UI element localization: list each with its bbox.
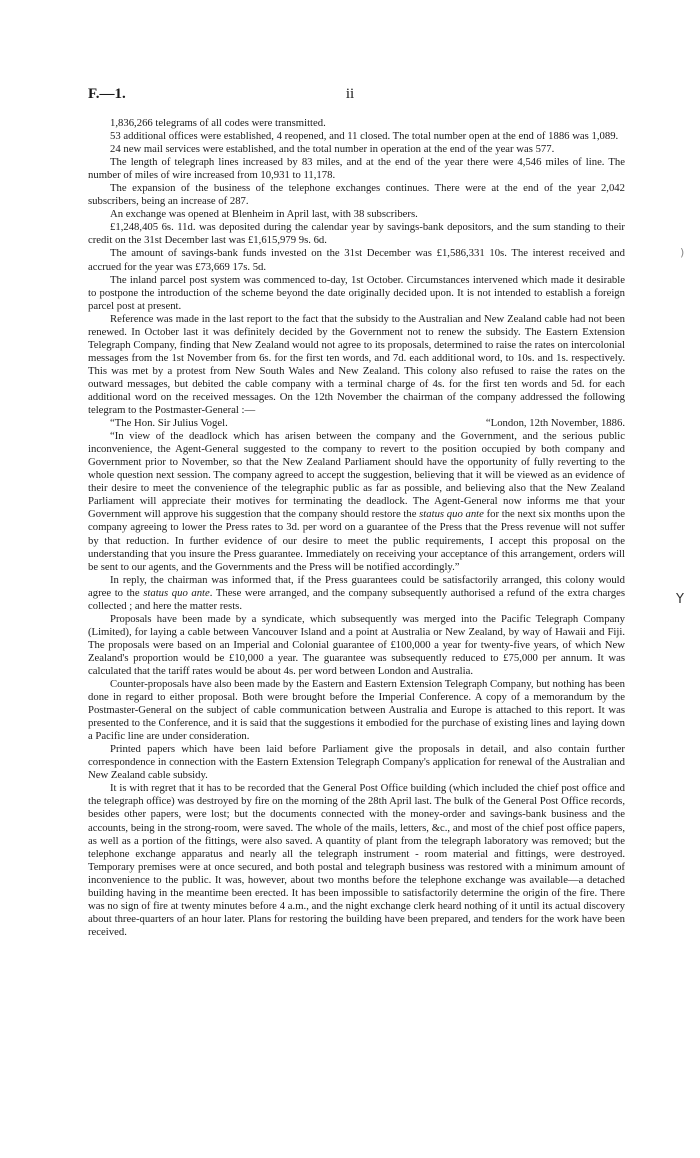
paragraph: Printed papers which have been laid before Parliament give the proposals in detail, and also contain further correspondence in connection with the Eastern Extension Telegraph Company's application for renewal of the Australian and New Zealand cable subsidy. bbox=[88, 743, 625, 782]
page-header bbox=[88, 86, 612, 110]
reply-paragraph bbox=[88, 574, 625, 613]
paragraph: Reference was made in the last report to the fact that the subsidy to the Australian and New Zealand cable had not been renewed. In October last it was definitely decided by the Government not to renew the subsidy. The Eastern Extension Telegraph Company, finding that New Zealand would not agree to its proposals, determined to raise the rates on intercolonial messages from the 1st November from 6s. for the first ten words, and 7d. each additional word, to 10s. and 1s. respectively. This was met by a protest from New South Wales and New Zealand. This colony also refused to raise the rates on the outward messages, but debited the cable company with a terminal charge of 4s. for the first ten words and 5d. for each additional word on the received messages. On the 12th November the chairman of the company addressed the following telegram to the Postmaster-General :— bbox=[88, 312, 625, 417]
margin-paren-mark: ) bbox=[680, 246, 685, 259]
telegram-addressee: “The Hon. Sir Julius Vogel. bbox=[110, 417, 228, 430]
page-number: ii bbox=[345, 86, 355, 102]
telegram-place-date: “London, 12th November, 1886. bbox=[485, 417, 625, 430]
paragraph: It is with regret that it has to be recorded that the General Post Office building (which included the chief post office and the telegraph office) was destroyed by fire on the morning of the 28th April last. The bulk of the General Post Office records, besides other papers, were lost; but the documents connected with the money-order and savings-bank business and the accounts, being in the strong-room, were saved. The whole of the mails, letters, &c., and most of the chief post office papers, as well as a portion of the fittings, were also saved. A quantity of plant from the telegraph laboratory was removed; but the telephone exchange apparatus and nearly all the telegraph instrument - room material and fittings, were destroyed. Temporary premises were at once secured, and both postal and telegraph business was restored with a minimum amount of inconvenience to the public. It was, however, about two months before the telephone exchange was available—a detached building having in the meantime been erected. It has been impossible to satisfactorily determine the origin of the fire. There was no sign of fire at twenty minutes before 4 a.m., and the night exchange clerk heard nothing of it until its actual discovery about three-quarters of an hour later. Plans for restoring the building have been prepared, and tenders for the work have been received. bbox=[88, 782, 625, 938]
telegram-heading bbox=[88, 417, 625, 430]
paragraph: Proposals have been made by a syndicate, which subsequently was merged into the Pacific Telegraph Company (Limited), for laying a cable between Vancouver Island and a point at Australia or New Zealand, by way of Hawaii and Fiji. The proposals were based on an Imperial and Colonial guarantee of £100,000 a year for twenty-five years, of which New Zealand's proportion would be £10,000 a year. The guarantee was subsequently reduced to £75,000 per annum. It was calculated that the tariff rates would be about 4s. per word between London and Australia. bbox=[88, 612, 625, 677]
paragraph: The length of telegraph lines increased by 83 miles, and at the end of the year there were 4,546 miles of line. The number of miles of wire increased from 10,931 to 11,178. bbox=[88, 156, 625, 182]
paragraph: 24 new mail services were established, and the total number in operation at the end of the year was 577. bbox=[110, 143, 555, 156]
paragraph: £1,248,405 6s. 11d. was deposited during the calendar year by savings-bank depositors, and the sum standing to their credit on the 31st December last was £1,615,979 9s. 6d. bbox=[88, 221, 625, 247]
reply-latin-phrase: status quo ante bbox=[143, 586, 210, 599]
reply-text: In reply, the chairman was informed that, if the Press guarantees could be satisfactorily arranged, this colony would agree to the bbox=[88, 573, 625, 599]
document-code: F.—1. bbox=[88, 86, 126, 102]
paragraph: 53 additional offices were established, 4 reopened, and 11 closed. The total number open at the end of 1886 was 1,089. bbox=[110, 130, 619, 143]
telegram-text-part: for the next six months upon the company agreeing to lower the Press rates to 3d. per word on a guarantee of the Press that the Press revenue will not suffer by that reduction. In further evidence of our desire to meet the public requirements, I accept this proposal on the understanding that you insure the Press guarantee. Immediately on receiving your acceptance of this arrangement, orders will be sent to our agents, and the Governments and the Press will be notified accordingly.” bbox=[88, 508, 625, 573]
paragraph: The inland parcel post system was commenced to-day, 1st October. Circumstances intervened which made it desirable to postpone the introduction of the scheme beyond the date originally decided upon. It is not intended to establish a foreign parcel post at present. bbox=[88, 273, 625, 312]
telegram-text-part: “In view of the deadlock which has arisen between the company and the Government, and the serious public inconvenience, the Agent-General suggested to the company to revert to the position occupied by both company and Government prior to November, so that the New Zealand Parliament should have the opportunity of fully reverting to the whole question next session. The company agreed to accept the suggestion, believing that it will be viewed as an evidence of their desire to meet the convenience of the telegraphic public as far as possible, and believing also that the New Zealand Parliament will appreciate their motives for terminating the deadlock. The Agent-General now informs me that your Government will approve his suggestion that the company should restore the bbox=[88, 430, 625, 521]
paragraph: The amount of savings-bank funds invested on the 31st December was £1,586,331 10s. The interest received and accrued for the year was £73,669 17s. 5d. bbox=[88, 247, 625, 273]
report-body bbox=[88, 117, 625, 939]
paragraph: An exchange was opened at Blenheim in April last, with 38 subscribers. bbox=[110, 208, 418, 221]
paragraph: Counter-proposals have also been made by the Eastern and Eastern Extension Telegraph Company, but nothing has been done in regard to either proposal. Both were brought before the Imperial Conference. A copy of a memorandum by the Postmaster-General on the subject of cable communication between Australia and Europe is attached to this report. It was presented to the Conference, and it is said that the suggestions it embodied for the purchase of existing lines and laying down a Pacific line are under consideration. bbox=[88, 678, 625, 743]
margin-y-mark: Y bbox=[676, 592, 684, 607]
paragraph: The expansion of the business of the telephone exchanges continues. There were at the end of the year 2,042 subscribers, being an increase of 287. bbox=[88, 182, 625, 208]
telegram-latin-phrase: status quo ante bbox=[419, 508, 484, 521]
telegram-text bbox=[88, 430, 625, 574]
paragraph: 1,836,266 telegrams of all codes were transmitted. bbox=[110, 117, 326, 129]
reply-text: . These were arranged, and the company subsequently authorised a refund of the extra charges collected ; and here the matter rests. bbox=[88, 586, 625, 612]
